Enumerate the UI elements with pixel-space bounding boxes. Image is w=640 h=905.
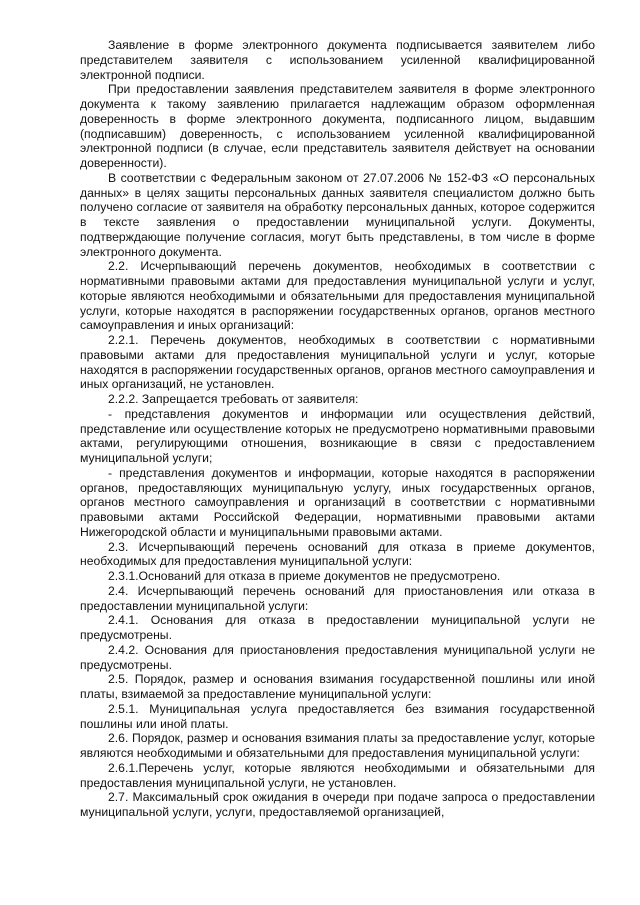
paragraph-2-4-1: 2.4.1. Основания для отказа в предоставлении муниципальной услуги не предусмотрены. xyxy=(80,613,595,642)
paragraph-2-3: 2.3. Исчерпывающий перечень оснований для отказа в приеме документов, необходимых для предоставления муниципальной услуги: xyxy=(80,539,595,569)
paragraph-2-7: 2.7. Максимальный срок ожидания в очереди при подаче запроса о предоставлении муниципальной услуги, услуги, предоставляемой организацией, xyxy=(80,790,595,819)
paragraph-personal-data-consent: В соответствии с Федеральным законом от 27.07.2006 № 152-ФЗ «О персональных данных» в целях защиты персональных данных заявителя специалистом должно быть получено согласие от заявителя на обработку персональных данных, которое содержится в тексте заявления о предоставлении муниципальной услуги. Документы, подтверждающие получение согласия, могут быть представлены, в том числе в форме электронного документа. xyxy=(80,170,595,259)
paragraph-2-2: 2.2. Исчерпывающий перечень документов, необходимых в соответствии с нормативными правовыми актами для предоставления муниципальной услуги и услуг, которые являются необходимыми и обязательными для предоставления муниципальной услуги, которые находятся в распоряжении государственных органов, органов местного самоуправления и иных организаций: xyxy=(80,259,595,333)
paragraph-2-5: 2.5. Порядок, размер и основания взимания государственной пошлины или иной платы, взимаемой за предоставление муниципальной услуги: xyxy=(80,672,595,701)
document-page xyxy=(80,38,595,820)
paragraph-2-2-2-item-1: - представления документов и информации или осуществления действий, представление или осуществление которых не предусмотрено нормативными правовыми актами, регулирующими отношения, возникающие в связи с предоставлением муниципальной услуги; xyxy=(80,406,595,465)
paragraph-2-6-1: 2.6.1.Перечень услуг, которые являются необходимыми и обязательными для предоставления муниципальной услуги, не установлен. xyxy=(80,760,595,790)
paragraph-2-2-2-item-2: - представления документов и информации, которые находятся в распоряжении органов, предоставляющих муниципальную услугу, иных государственных органов, органов местного самоуправления и организаций в соответствии с нормативными правовыми актами Российской Федерации, нормативными правовыми актами Нижегородской области и муниципальными правовыми актами. xyxy=(80,465,595,539)
paragraph-electronic-signature: Заявление в форме электронного документа подписывается заявителем либо представителем заявителя с использованием усиленной квалифицированной электронной подписи. xyxy=(80,38,595,82)
paragraph-2-4: 2.4. Исчерпывающий перечень оснований для приостановления или отказа в предоставлении муниципальной услуги: xyxy=(80,583,595,613)
paragraph-2-2-2: 2.2.2. Запрещается требовать от заявителя: xyxy=(108,392,359,406)
paragraph-2-5-1: 2.5.1. Муниципальная услуга предоставляется без взимания государственной пошлины или иной платы. xyxy=(80,701,595,731)
paragraph-power-of-attorney: При предоставлении заявления представителем заявителя в форме электронного документа к такому заявлению прилагается надлежащим образом оформленная доверенность в форме электронного документа, подписанного лицом, выдавшим (подписавшим) доверенность, с использованием усиленной квалифицированной электронной подписи (в случае, если представитель заявителя действует на основании доверенности). xyxy=(80,82,595,170)
paragraph-2-3-1: 2.3.1.Оснований для отказа в приеме документов не предусмотрено. xyxy=(108,569,501,583)
paragraph-2-4-2: 2.4.2. Основания для приостановления предоставления муниципальной услуги не предусмотрены. xyxy=(80,642,595,672)
paragraph-2-2-1: 2.2.1. Перечень документов, необходимых в соответствии с нормативными правовыми актами для предоставления муниципальной услуги и услуг, которые находятся в распоряжении государственных органов, органов местного самоуправления и иных организаций, не установлен. xyxy=(80,333,595,392)
paragraph-2-6: 2.6. Порядок, размер и основания взимания платы за предоставление услуг, которые являются необходимыми и обязательными для предоставления муниципальной услуги: xyxy=(80,731,595,760)
